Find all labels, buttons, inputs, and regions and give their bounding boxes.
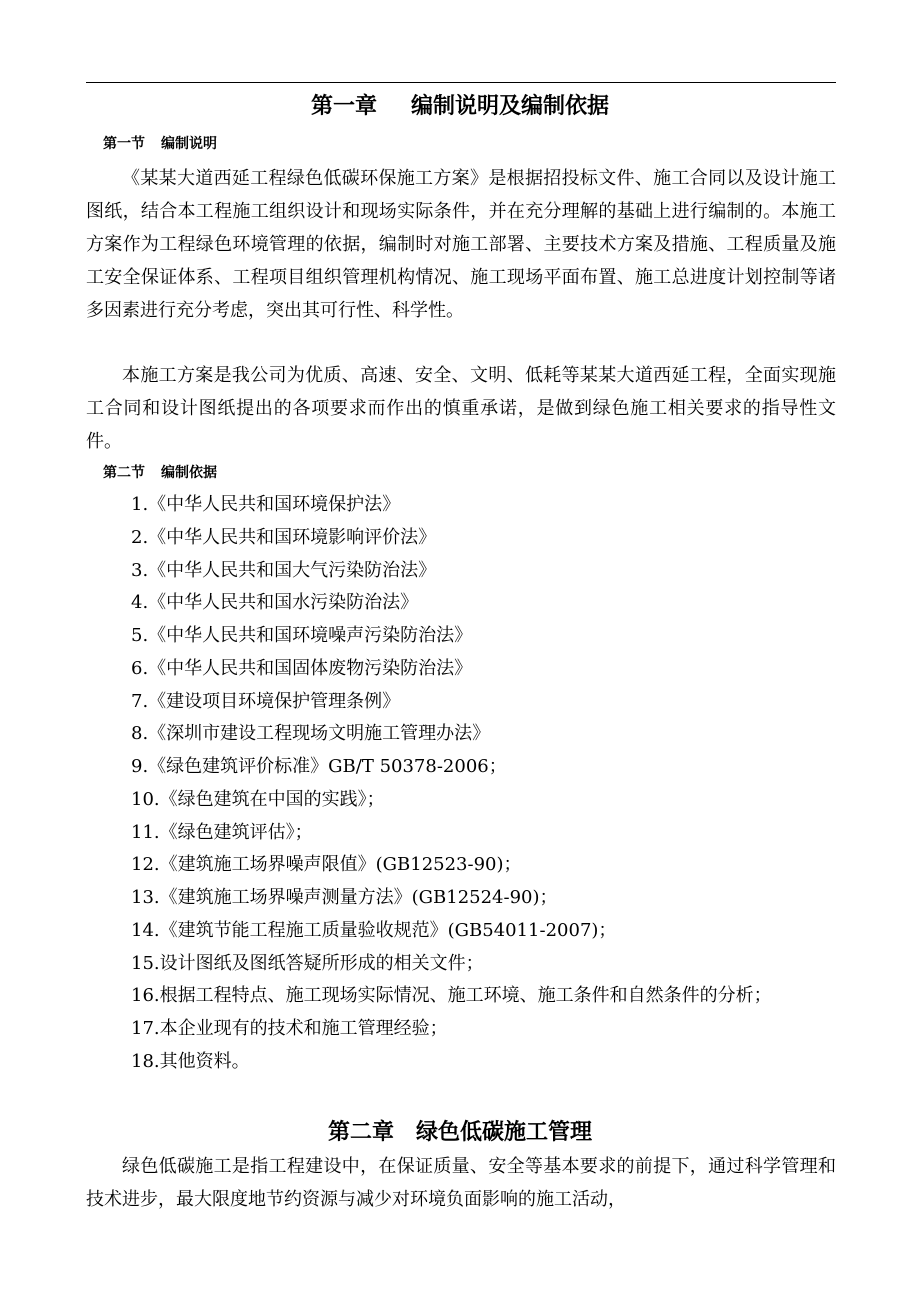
chapter-2-title bbox=[0, 1118, 920, 1148]
reference-item: 11.《绿色建筑评估》； bbox=[131, 821, 313, 843]
reference-item: 10.《绿色建筑在中国的实践》； bbox=[131, 788, 385, 810]
chapter-2-number: 第二章 bbox=[327, 1120, 394, 1145]
chapter-1-number: 第一章 bbox=[310, 94, 377, 119]
section-2-name: 编制依据 bbox=[161, 465, 217, 481]
reference-item: 5.《中华人民共和国环境噪声污染防治法》 bbox=[131, 625, 473, 646]
reference-item: 17.本企业现有的技术和施工管理经验； bbox=[131, 1018, 448, 1039]
chapter-1-name: 编制说明及编制依据 bbox=[411, 94, 610, 119]
reference-list bbox=[86, 489, 836, 1079]
reference-item: 12.《建筑施工场界噪声限值》(GB12523-90)； bbox=[131, 854, 522, 876]
reference-item: 1.《中华人民共和国环境保护法》 bbox=[131, 494, 401, 515]
reference-item: 3.《中华人民共和国大气污染防治法》 bbox=[131, 559, 437, 581]
chapter-2-name: 绿色低碳施工管理 bbox=[416, 1120, 593, 1145]
section-1-title bbox=[103, 133, 217, 155]
reference-item: 9.《绿色建筑评价标准》GB/T 50378-2006； bbox=[131, 756, 507, 777]
reference-item: 4.《中华人民共和国水污染防治法》 bbox=[131, 592, 419, 614]
header-rule bbox=[86, 82, 836, 83]
reference-item: 14.《建筑节能工程施工质量验收规范》(GB54011-2007)； bbox=[131, 919, 617, 941]
reference-item: 7.《建设项目环境保护管理条例》 bbox=[131, 690, 401, 712]
reference-item: 8.《深圳市建设工程现场文明施工管理办法》 bbox=[131, 723, 491, 745]
reference-item: 18.其他资料。 bbox=[131, 1050, 250, 1072]
reference-item: 6.《中华人民共和国固体废物污染防治法》 bbox=[131, 657, 473, 679]
section-2-title bbox=[103, 462, 217, 484]
chapter-1-title bbox=[0, 92, 920, 122]
reference-item: 13.《建筑施工场界噪声测量方法》(GB12524-90)； bbox=[131, 887, 558, 908]
reference-item: 2.《中华人民共和国环境影响评价法》 bbox=[131, 526, 437, 548]
section-1-name: 编制说明 bbox=[161, 136, 217, 152]
section-2-number: 第二节 bbox=[103, 465, 145, 481]
reference-item: 16.根据工程特点、施工现场实际情况、施工环境、施工条件和自然条件的分析； bbox=[131, 985, 772, 1007]
chapter-2-intro-paragraph: 绿色低碳施工是指工程建设中，在保证质量、安全等基本要求的前提下，通过科学管理和技术进步，最大限度地节约资源与减少对环境负面影响的施工活动， bbox=[86, 1156, 836, 1210]
reference-item: 15.设计图纸及图纸答疑所形成的相关文件； bbox=[131, 952, 484, 974]
section-1-paragraph-2: 本施工方案是我公司为优质、高速、安全、文明、低耗等某某大道西延工程，全面实现施工合同和设计图纸提出的各项要求而作出的慎重承诺，是做到绿色施工相关要求的指导性文件。 bbox=[86, 365, 836, 452]
section-1-number: 第一节 bbox=[103, 136, 145, 152]
section-1-paragraph-1: 《某某大道西延工程绿色低碳环保施工方案》是根据招投标文件、施工合同以及设计施工图纸，结合本工程施工组织设计和现场实际条件，并在充分理解的基础上进行编制的。本施工方案作为工程绿色环境管理的依据，编制时对施工部署、主要技术方案及措施、工程质量及施工安全保证体系、工程项目组织管理机构情况、施工现场平面布置、施工总进度计划控制等诸多因素进行充分考虑，突出其可行性、科学性。 bbox=[86, 168, 836, 321]
